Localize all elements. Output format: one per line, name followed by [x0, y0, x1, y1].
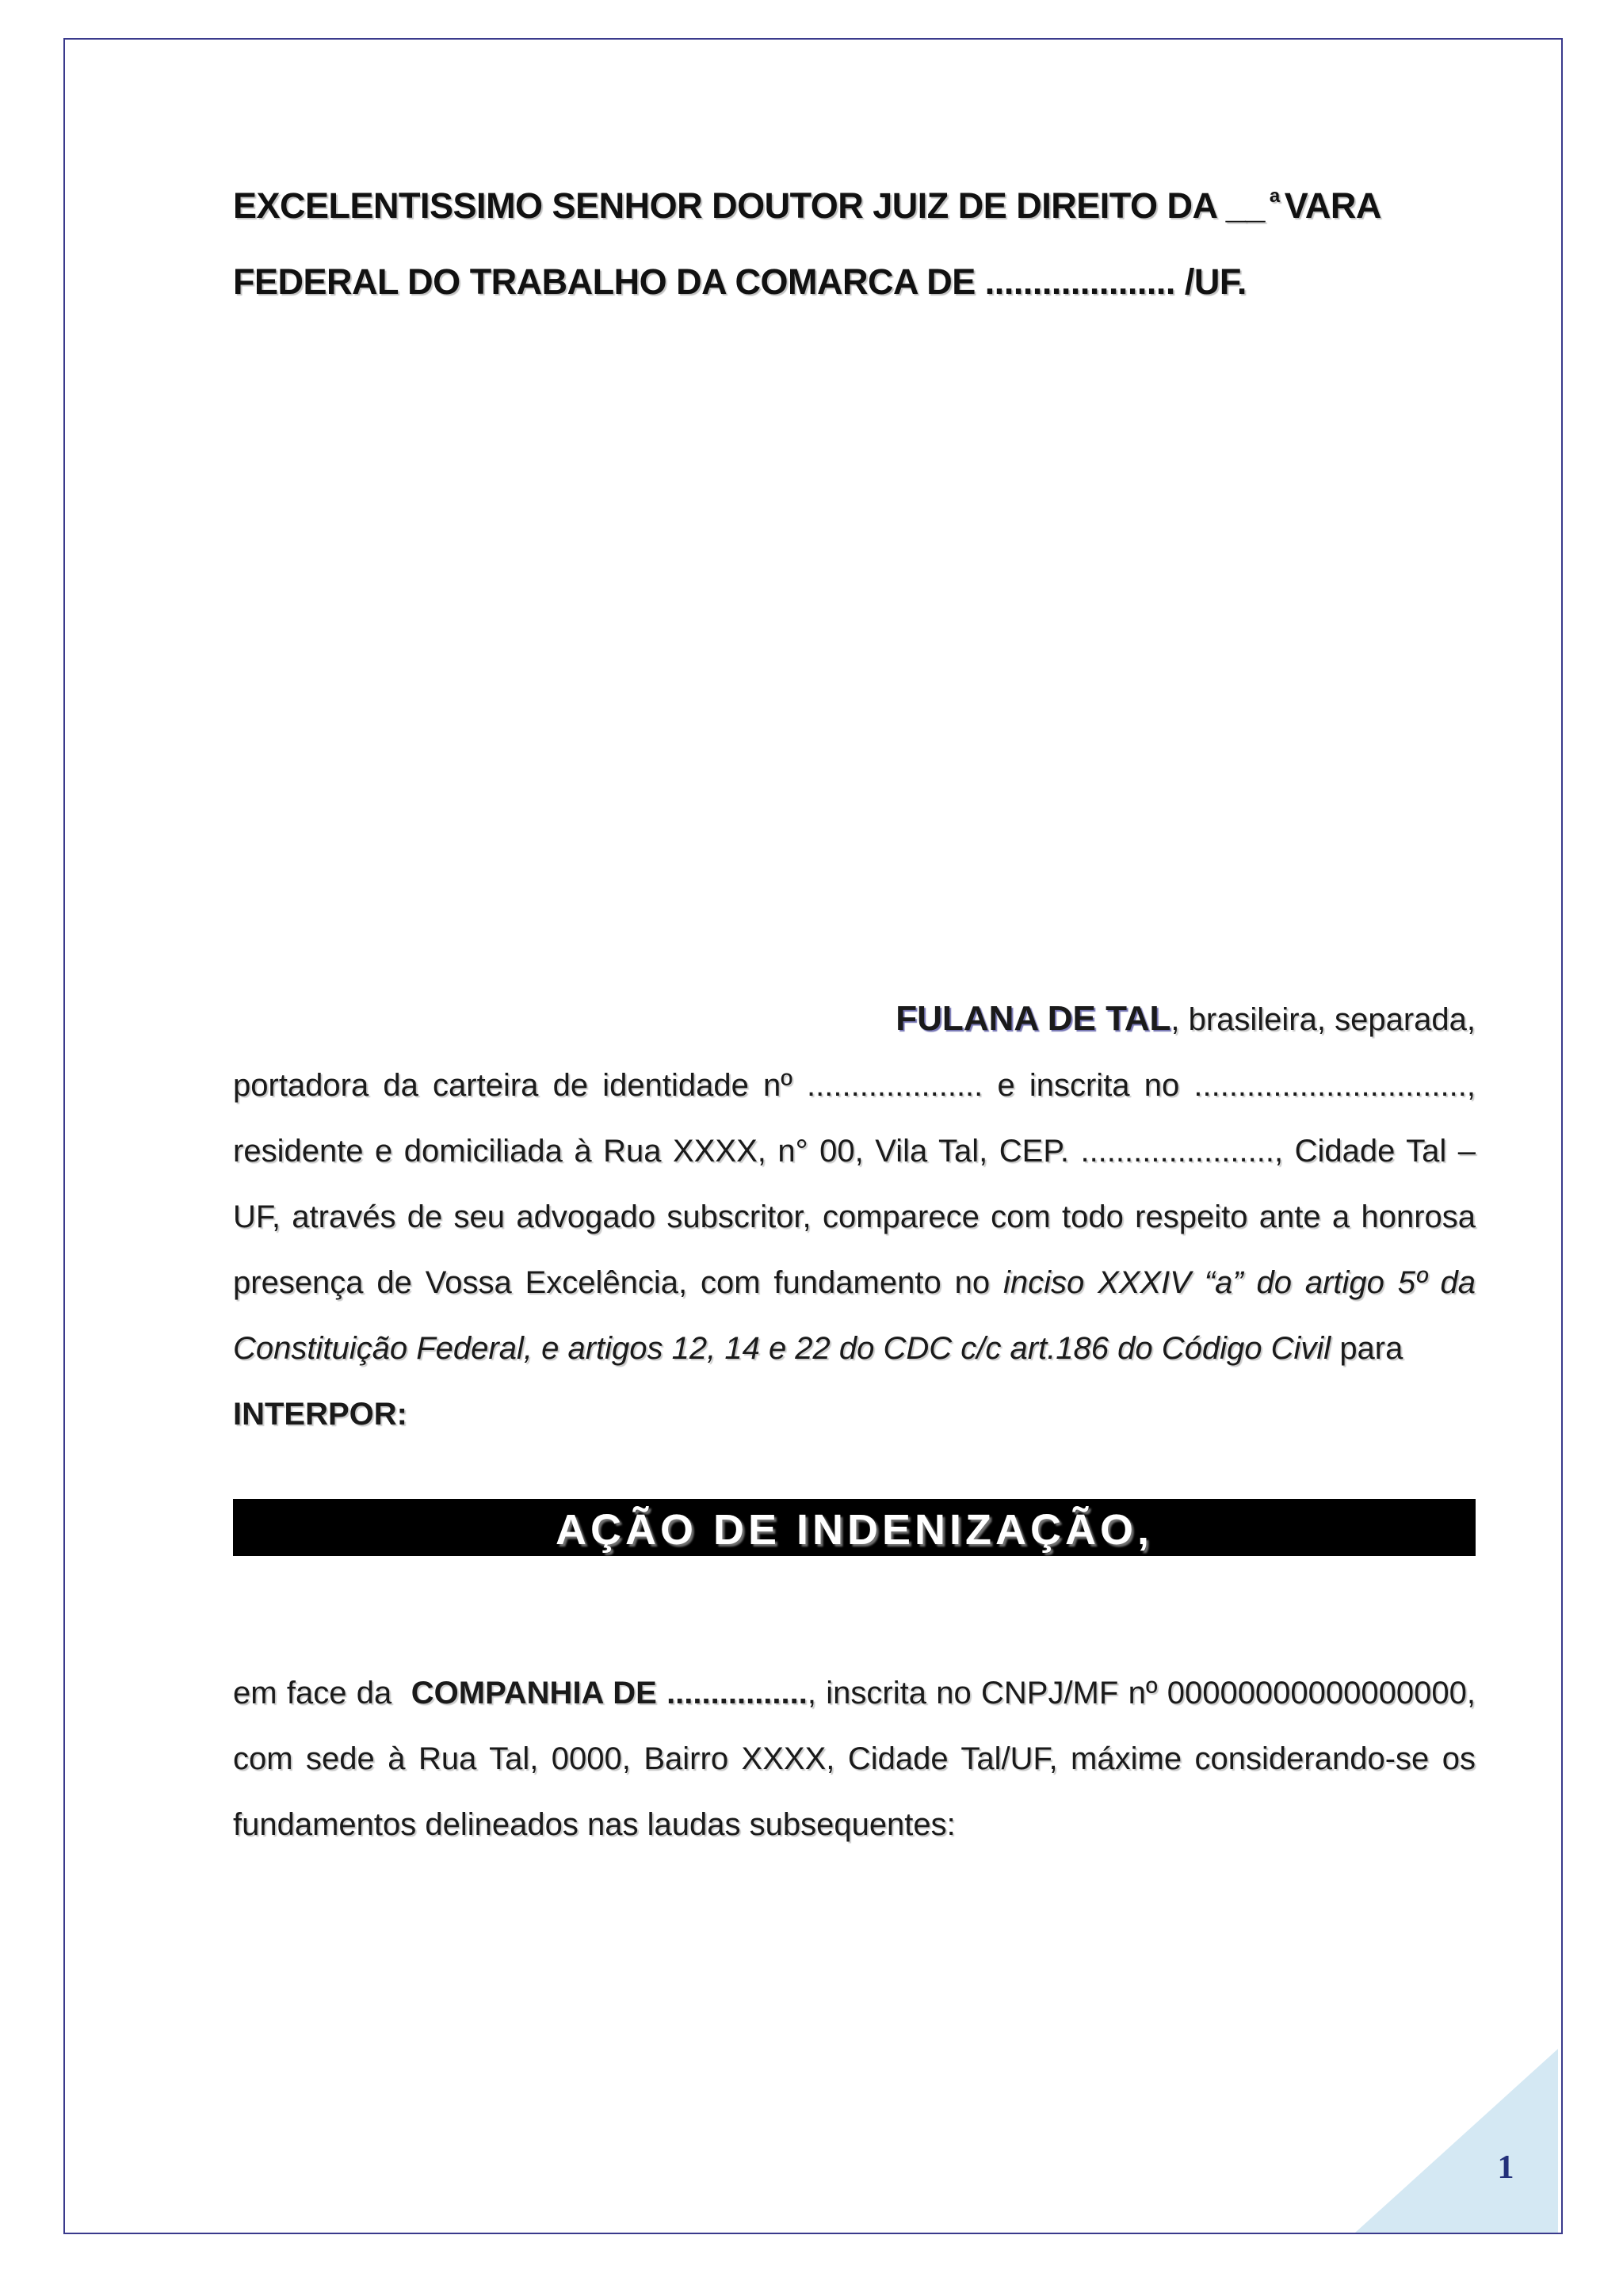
defendant-prefix: em face da — [233, 1676, 392, 1711]
document-body — [233, 158, 1476, 1447]
defendant-company: COMPANHIA DE ................ — [411, 1676, 808, 1711]
legal-basis-reference: inciso XXXIV “a” do artigo 5º da Constituição Federal, e artigos 12, 14 e 22 do CDC c/c art.186 do Código Civil — [233, 1265, 1476, 1366]
interpor-label: INTERPOR: — [233, 1397, 407, 1432]
plaintiff-qualification-start: , brasileira, separada, — [1170, 1002, 1476, 1037]
ordinal-indicator: a — [1269, 185, 1280, 207]
plaintiff-paragraph — [233, 986, 1476, 1447]
para-connector: para — [1339, 1331, 1403, 1366]
page-corner-decoration — [1355, 2049, 1558, 2233]
plaintiff-name: FULANA DE TAL — [896, 999, 1171, 1038]
defendant-details: , inscrita no CNPJ/MF nº 00000000000000000, com sede à Rua Tal, 0000, Bairro XXXX, Cidade Tal/UF, máxime considerando-se os fundamentos delineados nas laudas subsequentes: — [233, 1676, 1476, 1842]
heading-line-1-end: VARA — [1284, 185, 1381, 226]
heading-line-1-start: EXCELENTISSIMO SENHOR DOUTOR JUIZ DE DIREITO DA __ — [233, 185, 1265, 226]
corner-triangle-shape — [1355, 2049, 1558, 2233]
court-heading-line-2: FEDERAL DO TRABALHO DA COMARCA DE .................... /UF. — [233, 261, 1247, 302]
plaintiff-qualification: portadora da carteira de identidade nº .................... e inscrita no ..............................., residente e domiciliada à Rua XXXX, n° 00, Vila Tal, CEP. ......................, Cidade Tal – UF, através de seu advogado subscritor, comparece com todo respeito ante a honrosa presença de Vossa Excelência, com fundamento no — [233, 1068, 1476, 1300]
court-heading-line-1 — [233, 158, 1476, 244]
spacer — [233, 320, 1476, 986]
court-heading — [233, 158, 1476, 320]
defendant-paragraph — [233, 1661, 1476, 1858]
page-number: 1 — [1497, 2149, 1514, 2186]
action-title-banner: AÇÃO DE INDENIZAÇÃO, — [233, 1499, 1476, 1556]
plaintiff-first-line — [233, 986, 1476, 1053]
